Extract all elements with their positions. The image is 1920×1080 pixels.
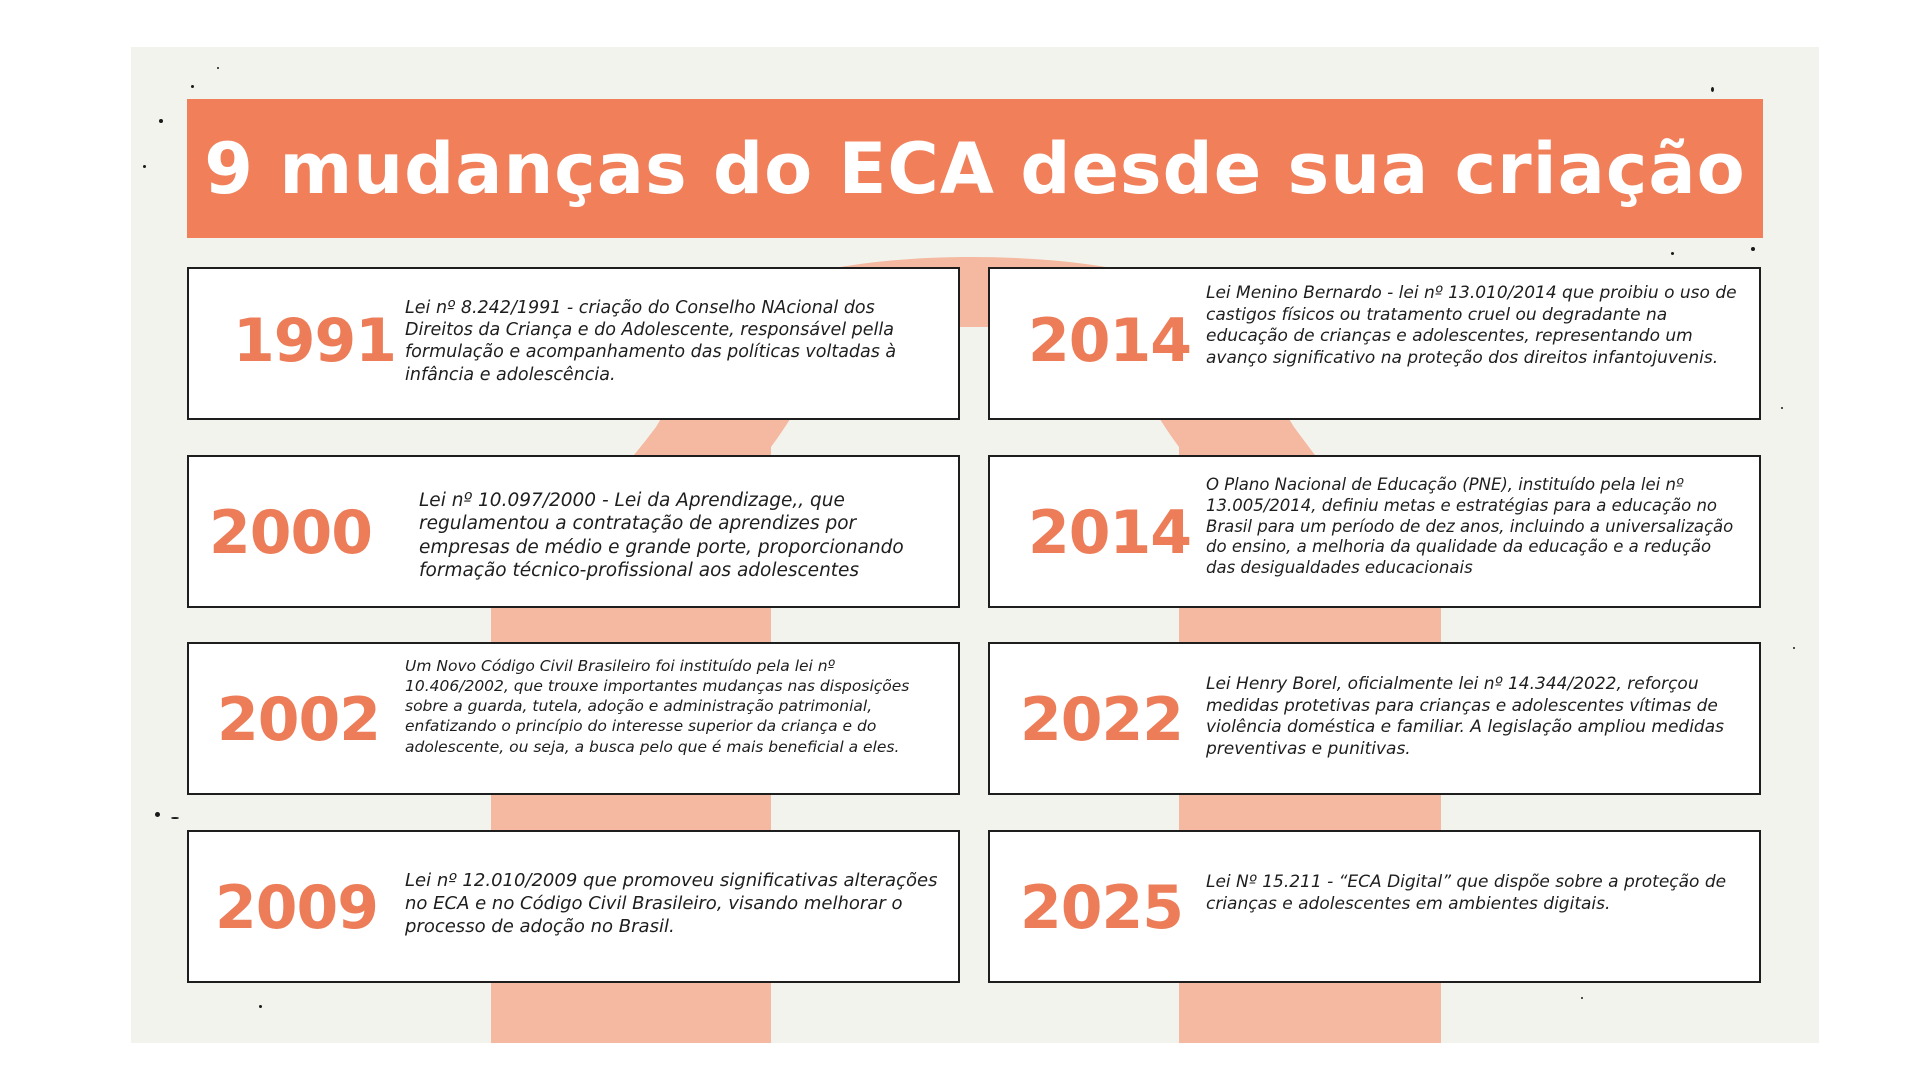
decor-speck xyxy=(1781,407,1783,409)
event-description: Lei Nº 15.211 - “ECA Digital” que dispõe sobre a proteção de crianças e adolescentes em ambientes digitais. xyxy=(1206,872,1727,914)
timeline-card xyxy=(988,830,1761,983)
timeline-card xyxy=(988,642,1761,795)
event-year: 2009 xyxy=(215,873,378,943)
event-description: Lei nº 8.242/1991 - criação do Conselho NAcional dos Direitos da Criança e do Adolescente, responsável pella formulação e acompanhamento das políticas voltadas à infância e adolescência. xyxy=(405,298,897,385)
timeline-card xyxy=(187,455,960,608)
timeline-card xyxy=(988,455,1761,608)
event-description: O Plano Nacional de Educação (PNE), instituído pela lei nº 13.005/2014, definiu metas e estratégias para a educação no Brasil para um período de dez anos, incluindo a universalização do ensino, a melhoria da qualidade da educação e a redução das desigualdades educacionais xyxy=(1206,475,1734,578)
event-year: 2014 xyxy=(1028,306,1191,376)
event-year: 2014 xyxy=(1028,498,1191,568)
decor-speck xyxy=(191,85,194,88)
decor-speck xyxy=(1671,252,1674,255)
decor-speck xyxy=(159,119,163,123)
event-description: Lei nº 10.097/2000 - Lei da Aprendizage,, que regulamentou a contratação de aprendizes por empresas de médio e grande porte, proporcionando formação técnico-profissional aos adolescentes xyxy=(419,490,904,582)
decor-speck xyxy=(217,67,219,69)
decor-speck xyxy=(1793,647,1795,649)
event-description: Lei nº 12.010/2009 que promoveu significativas alterações no ECA e no Código Civil Brasileiro, visando melhorar o processo de adoção no Brasil. xyxy=(405,870,938,937)
title-banner xyxy=(187,99,1763,238)
decor-speck xyxy=(171,817,179,819)
event-year: 2025 xyxy=(1020,873,1183,943)
infographic-canvas xyxy=(131,47,1819,1043)
timeline-card xyxy=(187,267,960,420)
timeline-card xyxy=(988,267,1761,420)
decor-speck xyxy=(1711,87,1714,92)
event-year: 2002 xyxy=(217,685,380,755)
timeline-card xyxy=(187,830,960,983)
event-year: 2000 xyxy=(209,498,372,568)
event-year: 1991 xyxy=(233,306,396,376)
decor-speck xyxy=(143,165,146,168)
event-description: Lei Menino Bernardo - lei nº 13.010/2014 que proibiu o uso de castigos físicos ou tratamento cruel ou degradante na educação de crianças e adolescentes, representando um avanço significativo na proteção dos direitos infantojuvenis. xyxy=(1206,283,1737,368)
decor-speck xyxy=(259,1005,262,1008)
event-description: Lei Henry Borel, oficialmente lei nº 14.344/2022, reforçou medidas protetivas para crianças e adolescentes vítimas de violência doméstica e familiar. A legislação ampliou medidas preventivas e punitivas. xyxy=(1206,674,1724,759)
decor-speck xyxy=(155,812,160,817)
decor-speck xyxy=(1751,247,1755,251)
event-description: Um Novo Código Civil Brasileiro foi instituído pela lei nº 10.406/2002, que trouxe importantes mudanças nas disposições sobre a guarda, tutela, adoção e administração patrimonial, enfatizando o princípio do interesse superior da criança e do adolescente, ou seja, a busca pelo que é mais beneficial a eles. xyxy=(405,657,910,756)
event-year: 2022 xyxy=(1020,685,1183,755)
page-title: 9 mudanças do ECA desde sua criação xyxy=(204,127,1746,210)
timeline-card xyxy=(187,642,960,795)
decor-speck xyxy=(1581,997,1583,999)
